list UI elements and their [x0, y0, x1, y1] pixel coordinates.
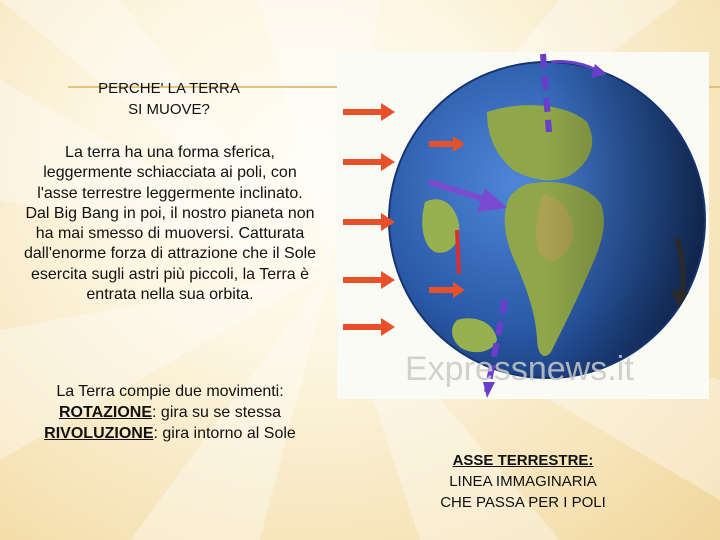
caption-title: ASSE TERRESTRE:: [452, 452, 594, 469]
caption-line-2: CHE PASSA PER I POLI: [440, 494, 606, 511]
revolution-desc: : gira intorno al Sole: [153, 425, 296, 442]
axis-caption: [412, 450, 634, 513]
paragraph-shape: La terra ha una forma sferica, leggermente schiacciata ai poli, con l'asse terrestre leggermente inclinato.: [37, 144, 303, 202]
rotation-line: [22, 402, 318, 423]
title-line-2: SI MUOVE?: [128, 101, 210, 118]
rotation-desc: : gira su se stessa: [152, 404, 281, 421]
earth-globe-icon: [337, 52, 709, 399]
movements-intro: La Terra compie due movimenti:: [56, 383, 284, 400]
watermark-text: Expressnews.it: [405, 350, 634, 388]
slide-title: [60, 78, 278, 120]
title-line-1: PERCHE' LA TERRA: [98, 80, 240, 97]
caption-line-1: LINEA IMMAGINARIA: [449, 473, 597, 490]
paragraph-orbit: Dal Big Bang in poi, il nostro pianeta non ha mai smesso di muoversi. Catturata dall'enorme forza di attrazione che il Sole esercita sugli astri più piccoli, la Terra è entrata nella sua orbita.: [23, 204, 317, 304]
earth-illustration: [337, 52, 709, 399]
rotation-term: ROTAZIONE: [59, 404, 153, 421]
revolution-line: [22, 423, 318, 444]
movements-block: [22, 381, 318, 444]
body-text: [22, 143, 318, 305]
revolution-term: RIVOLUZIONE: [44, 425, 154, 442]
